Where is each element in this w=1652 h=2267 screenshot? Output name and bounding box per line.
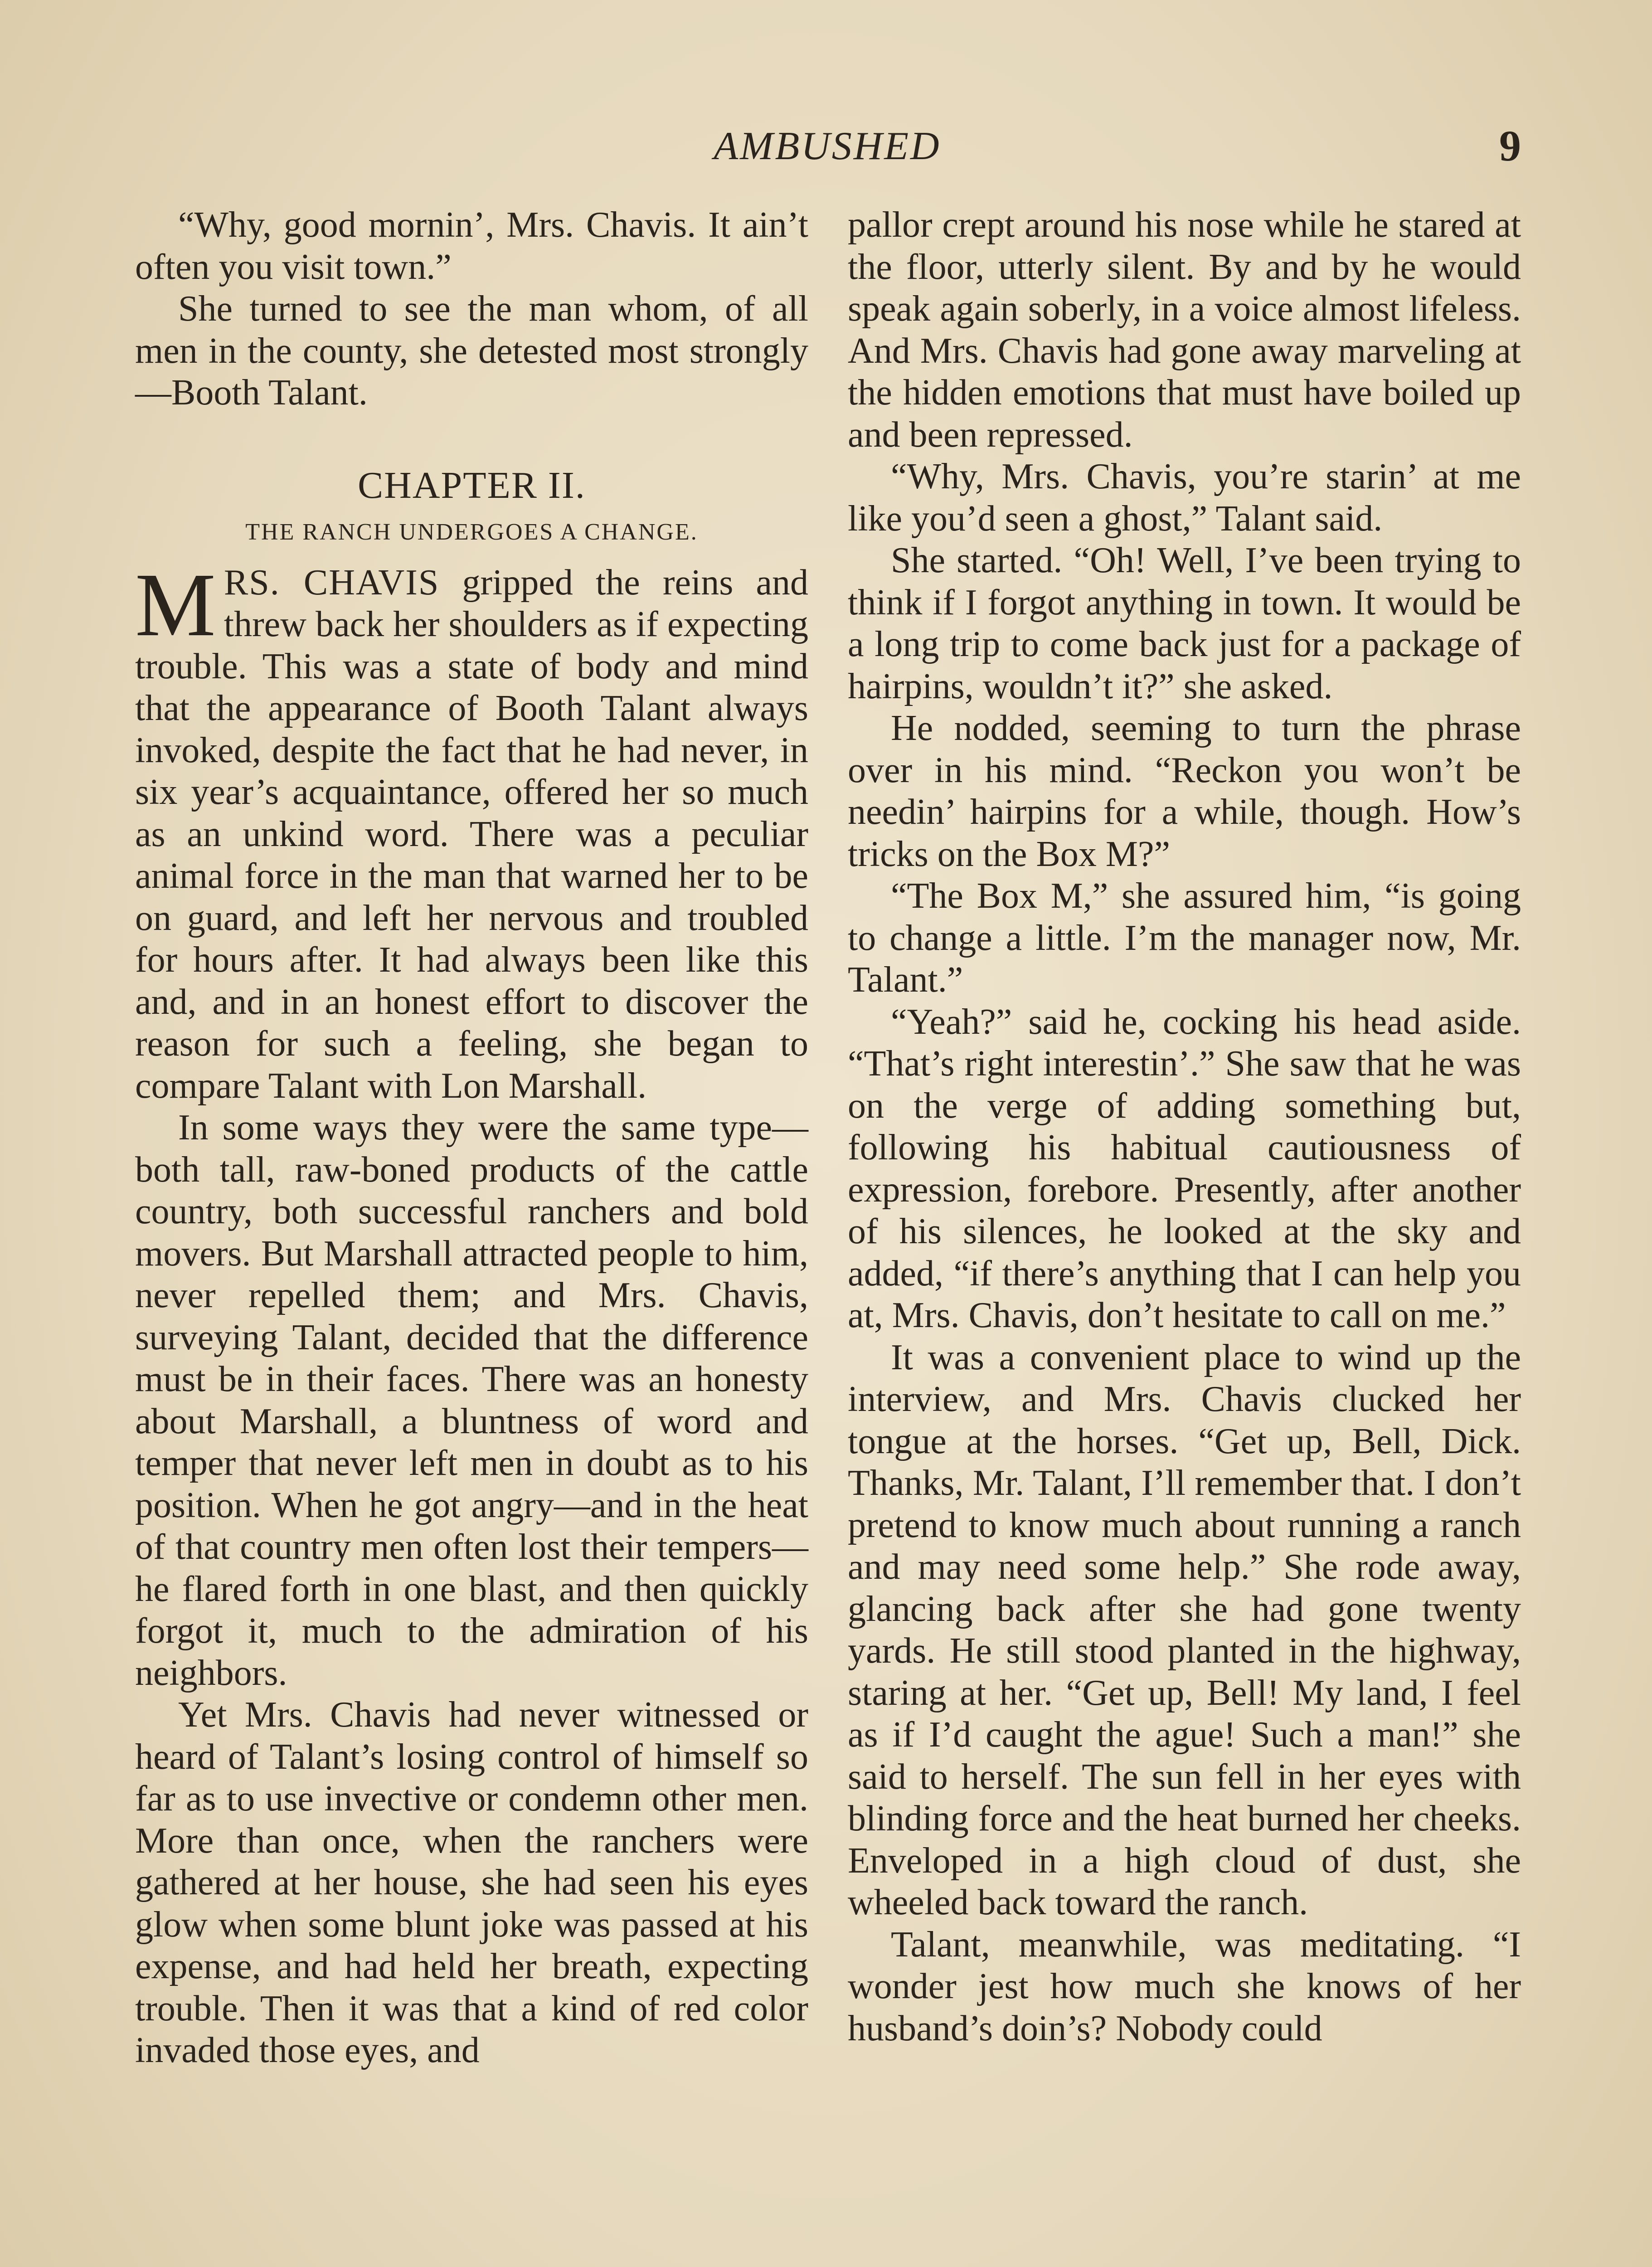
- left-column: [135, 204, 808, 2072]
- chapter-title: CHAPTER II.: [358, 464, 586, 506]
- paragraph: Yet Mrs. Chavis had never witnessed or heard of Talant’s losing control of himself so far as to use invective or condemn other men. More than once, when the ranchers were gathered at her house, she had seen his eyes glow when some blunt joke was passed at his expense, and had held her breath, expecting trouble. Then it was that a kind of red color invaded those eyes, and: [135, 1695, 808, 2070]
- paragraph: “The Box M,” she assured him, “is going to change a little. I’m the manager now, Mr. Talant.”: [848, 876, 1521, 1000]
- paragraph: It was a convenient place to wind up the interview, and Mrs. Chavis clucked her tongue at the horses. “Get up, Bell, Dick. Thanks, Mr. Talant, I’ll remember that. I don’t pretend to know much about running a ranch and may need some help.” She rode away, glancing back after she had gone twenty yards. He still stood planted in the highway, staring at her. “Get up, Bell! My land, I feel as if I’d caught the ague! Such a man!” she said to herself. The sun fell in her eyes with blinding force and the heat burned her cheeks. Enveloped in a high cloud of dust, she wheeled back toward the ranch.: [848, 1337, 1521, 1922]
- chapter-subtitle: THE RANCH UNDERGOES A CHANGE.: [245, 519, 698, 545]
- chapter-opening-paragraph: [135, 555, 809, 1107]
- paragraph: “Why, Mrs. Chavis, you’re starin’ at me like you’d seen a ghost,” Talant said.: [848, 457, 1521, 539]
- paragraph: pallor crept around his nose while he stared at the floor, utterly silent. By and by he would speak again soberly, in a voice almost lifeless. And Mrs. Chavis had gone away marveling at the hidden emotions that must have boiled up and been repressed.: [848, 205, 1521, 455]
- paragraph: “Yeah?” said he, cocking his head aside. “That’s right interestin’.” She saw that he was on the verge of adding something but, following his habitual cautiousness of expression, forebore. Presently, after another of his silences, he looked at the sky and added, “if there’s anything that I can help you at, Mrs. Chavis, don’t hesitate to call on me.”: [848, 1002, 1521, 1335]
- page-number: 9: [1499, 122, 1521, 170]
- page-header: [134, 123, 1521, 173]
- opening-lead: RS. CHAVIS: [224, 562, 440, 603]
- paragraph: In some ways they were the same type—both tall, raw-boned products of the cattle country, both successful ranchers and bold movers. But Marshall attracted people to him, never repelled them; and Mrs. Chavis, surveying Talant, decided that the difference must be in their faces. There was an honesty about Marshall, a bluntness of word and temper that never left men in doubt as to his position. When he got angry—and in the heat of that country men often lost their tempers—he flared forth in one blast, and then quickly forgot it, much to the admiration of his neighbors.: [135, 1108, 808, 1693]
- paragraph: “Why, good mornin’, Mrs. Chavis. It ain’t often you visit town.”: [135, 205, 808, 287]
- paragraph: Talant, meanwhile, was meditating. “I wonder jest how much she knows of her husband’s doin’s? Nobody could: [848, 1924, 1521, 2048]
- paragraph: She started. “Oh! Well, I’ve been trying to think if I forgot anything in town. It would be a long trip to come back just for a package of hairpins, wouldn’t it?” she asked.: [848, 540, 1521, 706]
- running-title: AMBUSHED: [714, 124, 941, 168]
- paragraph-text: gripped the reins and threw back her shoulders as if expecting trouble. This was a state of body and mind that the appearance of Booth Talant always invoked, despite the fact that he had never, in six year’s acquaintance, offered her so much as an unkind word. There was a peculiar animal force in the man that warned her to be on guard, and left her nervous and troubled for hours after. It had always been like this and, and in an honest effort to discover the reason for such a feeling, she began to compare Talant with Lon Marshall.: [135, 562, 809, 1106]
- paragraph: He nodded, seeming to turn the phrase over in his mind. “Reckon you won’t be needin’ hairpins for a while, though. How’s tricks on the Box M?”: [848, 708, 1521, 874]
- right-column: [848, 204, 1521, 2049]
- drop-cap: M: [135, 555, 216, 655]
- paragraph: She turned to see the man whom, of all men in the county, she detested most strongly—Booth Talant.: [135, 289, 808, 413]
